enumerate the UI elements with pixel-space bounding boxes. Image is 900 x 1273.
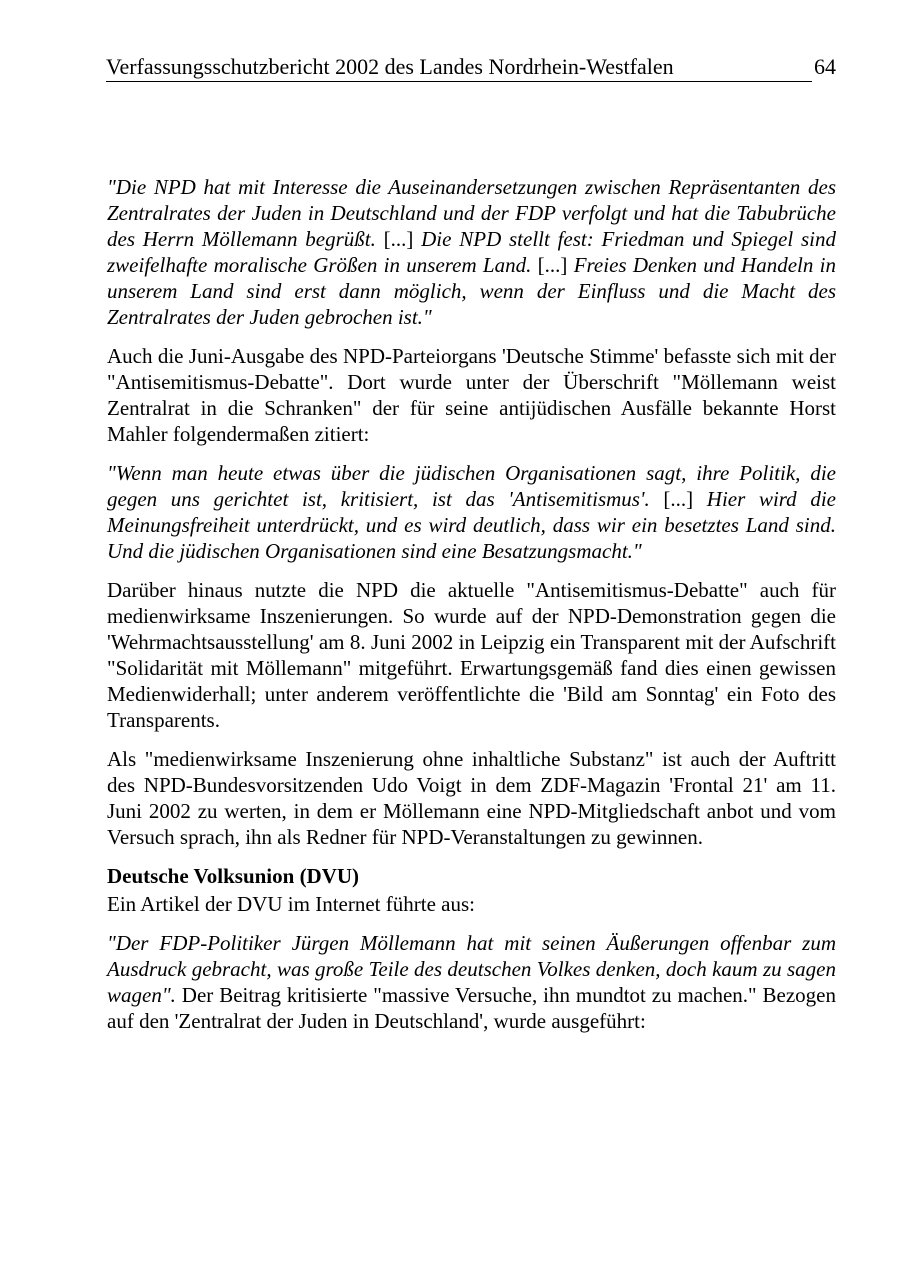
quote-npd <box>107 174 836 330</box>
paragraph-deutsche-stimme: Auch die Juni-Ausgabe des NPD-Parteiorgans 'Deutsche Stimme' befasste sich mit der "Antisemitismus-Debatte". Dort wurde unter der Überschrift "Möllemann weist Zentralrat in die Schranken" der für seine antijüdischen Ausfälle bekannte Horst Mahler folgendermaßen zitiert: <box>107 344 836 446</box>
paragraph-dvu-intro: Ein Artikel der DVU im Internet führte aus: <box>107 892 475 916</box>
quote-mahler-part1: "Wenn man heute etwas über die jüdischen Organisationen sagt, ihre Politik, die gegen uns gerichtet ist, kritisiert, ist das 'Antisemitismus'. <box>107 461 836 511</box>
quote-mahler <box>107 460 836 564</box>
quote-dvu-continuation: Der Beitrag kritisierte "massive Versuche, ihn mundtot zu machen." Bezogen auf den 'Zentralrat der Juden in Deutschland', wurde ausgeführt: <box>107 983 836 1033</box>
header-title: Verfassungsschutzbericht 2002 des Landes Nordrhein-Westfalen <box>106 52 812 82</box>
document-body <box>107 174 836 1047</box>
quote-dvu <box>107 930 836 1034</box>
section-heading-dvu: Deutsche Volksunion (DVU) <box>107 864 360 888</box>
paragraph-voigt: Als "medienwirksame Inszenierung ohne inhaltliche Substanz" ist auch der Auftritt des NPD-Bundesvorsitzenden Udo Voigt in dem ZDF-Magazin 'Frontal 21' am 11. Juni 2002 zu werten, in dem er Möllemann eine NPD-Mitgliedschaft anbot und vom Versuch sprach, ihn als Redner für NPD-Veranstaltungen zu gewinnen. <box>107 747 836 849</box>
page-header <box>106 52 836 84</box>
ellipsis-3: [...] <box>649 487 707 511</box>
quote-npd-part3: Freies Denken und Handeln in unserem Land sind erst dann möglich, wenn der Einfluss und die Macht des Zentralrates der Juden gebrochen ist." <box>107 253 836 329</box>
quote-npd-part1: "Die NPD hat mit Interesse die Auseinandersetzungen zwischen Repräsentanten des Zentralrates der Juden in Deutschland und der FDP verfolgt und hat die Tabubrüche des Herrn Möllemann begrüßt. <box>107 175 836 251</box>
page-number: 64 <box>814 54 836 79</box>
quote-dvu-italic: "Der FDP-Politiker Jürgen Möllemann hat mit seinen Äußerungen offenbar zum Ausdruck gebracht, was große Teile des deutschen Volkes denken, doch kaum zu sagen wagen". <box>107 931 836 1007</box>
ellipsis-2: [...] <box>531 253 574 277</box>
quote-npd-part2: Die NPD stellt fest: Friedman und Spiegel sind zweifelhafte moralische Größen in unserem Land. <box>107 227 836 277</box>
paragraph-inszenierungen: Darüber hinaus nutzte die NPD die aktuelle "Antisemitismus-Debatte" auch für medienwirksame Inszenierungen. So wurde auf der NPD-Demonstration gegen die 'Wehrmachtsausstellung' am 8. Juni 2002 in Leipzig ein Transparent mit der Aufschrift "Solidarität mit Möllemann" mitgeführt. Erwartungsgemäß fand dies einen gewissen Medienwiderhall; unter anderem veröffentlichte die 'Bild am Sonntag' ein Foto des Transparents. <box>107 578 836 732</box>
quote-mahler-part2: Hier wird die Meinungsfreiheit unterdrückt, und es wird deutlich, dass wir ein besetztes Land sind. Und die jüdischen Organisationen sind eine Besatzungsmacht." <box>107 487 836 563</box>
ellipsis-1: [...] <box>375 227 422 251</box>
